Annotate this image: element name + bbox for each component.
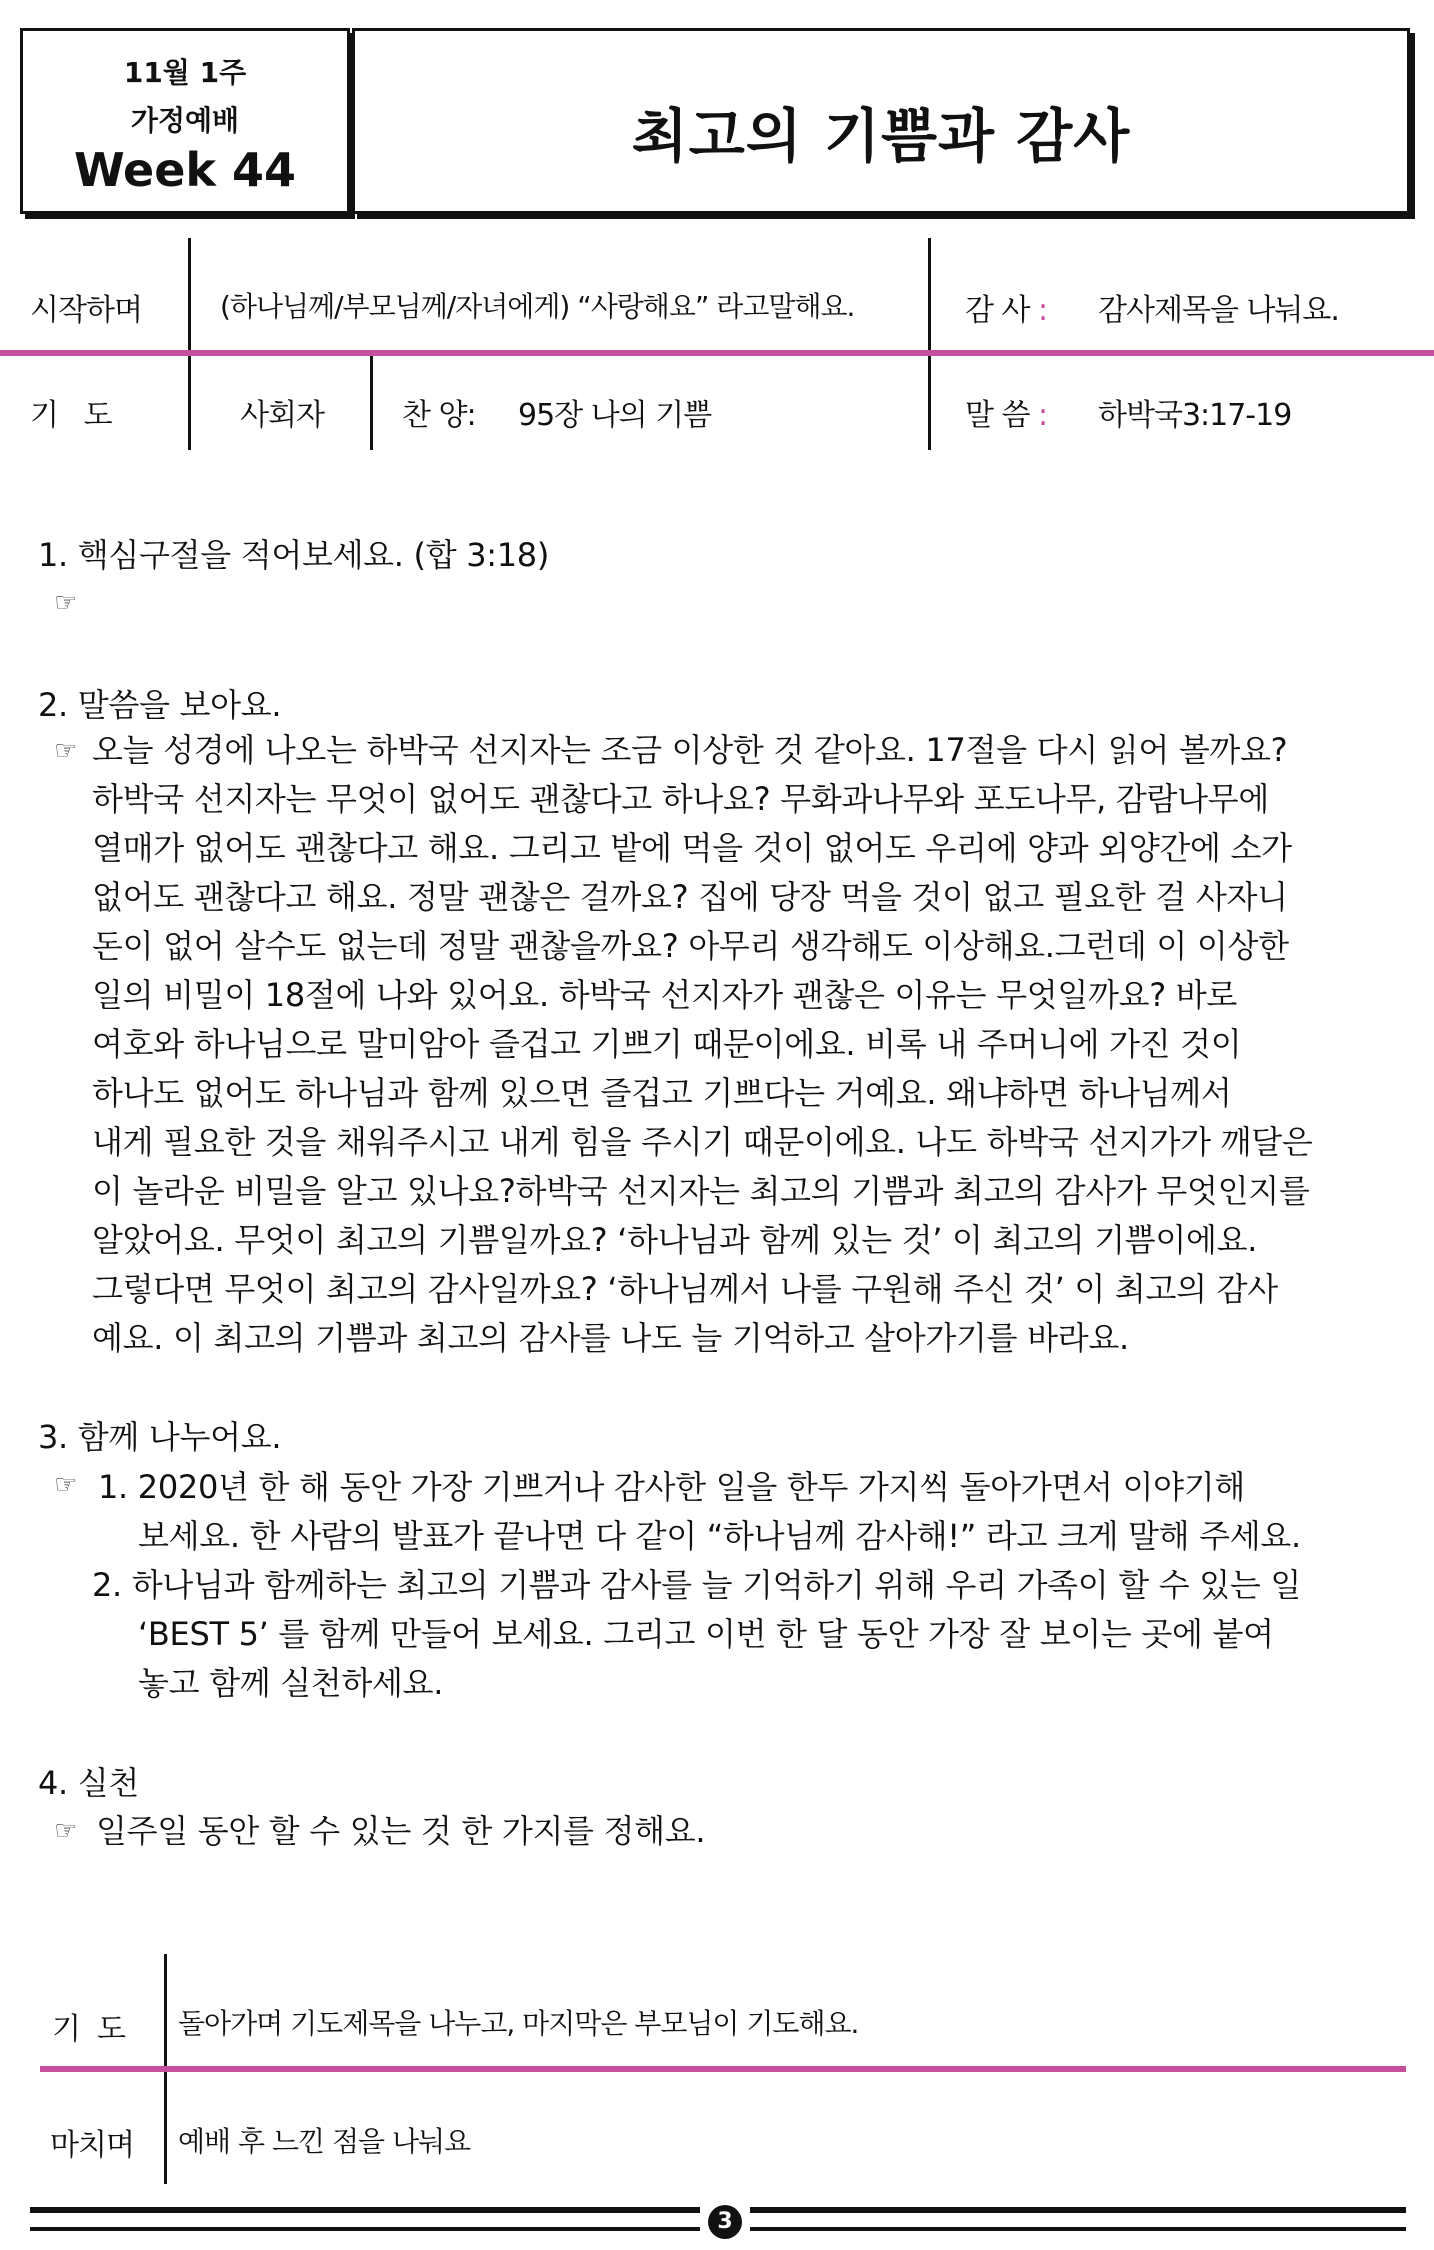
pointing-hand-icon: ☞: [54, 1470, 78, 1500]
pointing-hand-icon: ☞: [54, 588, 78, 618]
start-text: (하나님께/부모님께/자녀에게) “사랑해요” 라고말해요.: [220, 290, 855, 323]
week-number: Week 44: [73, 143, 297, 197]
section2-paragraph: [92, 726, 1392, 1363]
page-title: 최고의 기쁨과 감사: [631, 102, 1131, 170]
divider: [928, 238, 931, 350]
paragraph-line: 열매가 없어도 괜찮다고 해요. 그리고 밭에 먹을 것이 없어도 우리에 양과 외양간에 소가: [92, 829, 1292, 867]
week-box: [20, 28, 350, 214]
footer-prayer-label: 기 도: [52, 2012, 126, 2047]
divider: [188, 238, 191, 350]
date-line: 11월 1주: [123, 56, 247, 89]
practice-text: 일주일 동안 할 수 있는 것 한 가지를 정해요.: [96, 1812, 706, 1850]
word-row: [965, 390, 1047, 434]
paragraph-line: 하나도 없어도 하나님과 함께 있으면 즐겁고 기쁘다는 거예요. 왜냐하면 하나님께서: [92, 1074, 1232, 1112]
paragraph-line: 돈이 없어 살수도 없는데 정말 괜찮을까요? 아무리 생각해도 이상해요.그런데 이 이상한: [92, 927, 1289, 965]
footer-prayer-text: 돌아가며 기도제목을 나누고, 마지막은 부모님이 기도해요.: [178, 2007, 859, 2040]
section4-heading: 4. 실천: [38, 1764, 140, 1802]
page-number: 3: [708, 2205, 742, 2239]
leader-label: 사회자: [240, 398, 324, 433]
paragraph-line: 그렇다면 무엇이 최고의 감사일까요? ‘하나님께서 나를 구원해 주신 것’ 이 최고의 감사: [92, 1270, 1278, 1308]
start-label: 시작하며: [30, 293, 142, 328]
hymn-text: 95장 나의 기쁨: [518, 398, 712, 433]
hymn-label: 찬 양:: [402, 398, 476, 433]
paragraph-line: 이 놀라운 비밀을 알고 있나요?하박국 선지자는 최고의 기쁨과 최고의 감사가 무엇인지를: [92, 1172, 1310, 1210]
thanks-row: [965, 285, 1047, 329]
thanks-colon: :: [1038, 293, 1048, 328]
share-item-1-cont: 보세요. 한 사람의 발표가 끝나면 다 같이 “하나님께 감사해!” 라고 크게 말해 주세요.: [138, 1517, 1301, 1555]
section3-heading: 3. 함께 나누어요.: [38, 1418, 282, 1456]
title-box: [352, 28, 1410, 214]
word-text: 하박국3:17-19: [1098, 398, 1292, 433]
bottom-rule: [30, 2207, 700, 2213]
word-label: 말 씀: [965, 398, 1030, 433]
share-item-1: 1. 2020년 한 해 동안 가장 기쁘거나 감사한 일을 한두 가지씩 돌아가면서 이야기해: [98, 1468, 1245, 1506]
divider: [188, 356, 191, 450]
paragraph-line: 없어도 괜찮다고 해요. 정말 괜찮은 걸까요? 집에 당장 먹을 것이 없고 필요한 걸 사자니: [92, 878, 1288, 916]
divider: [164, 1954, 167, 2066]
closing-text: 예배 후 느낀 점을 나눠요: [178, 2125, 471, 2158]
paragraph-line: 하박국 선지자는 무엇이 없어도 괜찮다고 하나요? 무화과나무와 포도나무, 감람나무에: [92, 780, 1269, 818]
share-item-2-cont: ‘BEST 5’ 를 함께 만들어 보세요. 그리고 이번 한 달 동안 가장 잘 보이는 곳에 붙여: [138, 1615, 1274, 1653]
word-colon: :: [1038, 398, 1048, 433]
share-item-2: 2. 하나님과 함께하는 최고의 기쁨과 감사를 늘 기억하기 위해 우리 가족이 할 수 있는 일: [92, 1566, 1301, 1604]
prayer-label: 기 도: [30, 398, 112, 433]
pink-divider: [0, 350, 1434, 356]
bottom-rule: [750, 2207, 1406, 2213]
paragraph-line: 알았어요. 무엇이 최고의 기쁨일까요? ‘하나님과 함께 있는 것’ 이 최고의 기쁨이에요.: [92, 1221, 1258, 1259]
divider: [928, 356, 931, 450]
divider: [164, 2072, 167, 2184]
section1-heading: 1. 핵심구절을 적어보세요. (합 3:18): [38, 536, 550, 574]
section2-heading: 2. 말씀을 보아요.: [38, 686, 282, 724]
paragraph-line: 여호와 하나님으로 말미암아 즐겁고 기쁘기 때문이에요. 비록 내 주머니에 가진 것이: [92, 1025, 1242, 1063]
bottom-rule: [750, 2227, 1406, 2231]
bottom-rule: [30, 2227, 700, 2231]
pointing-hand-icon: ☞: [54, 736, 78, 766]
pointing-hand-icon: ☞: [54, 1816, 78, 1846]
closing-label: 마치며: [50, 2128, 134, 2163]
paragraph-line: 오늘 성경에 나오는 하박국 선지자는 조금 이상한 것 같아요. 17절을 다시 읽어 볼까요?: [92, 731, 1288, 769]
paragraph-line: 일의 비밀이 18절에 나와 있어요. 하박국 선지자가 괜찮은 이유는 무엇일까요? 바로: [92, 976, 1237, 1014]
pink-divider: [40, 2066, 1406, 2072]
divider: [370, 356, 373, 450]
worship-label: 가정예배: [130, 104, 240, 137]
paragraph-line: 예요. 이 최고의 기쁨과 최고의 감사를 나도 늘 기억하고 살아가기를 바라요.: [92, 1319, 1129, 1357]
share-item-2-cont: 놓고 함께 실천하세요.: [138, 1664, 444, 1702]
thanks-text: 감사제목을 나눠요.: [1098, 293, 1339, 328]
thanks-label: 감 사: [965, 293, 1030, 328]
paragraph-line: 내게 필요한 것을 채워주시고 내게 힘을 주시기 때문이에요. 나도 하박국 선지가가 깨달은: [92, 1123, 1313, 1161]
